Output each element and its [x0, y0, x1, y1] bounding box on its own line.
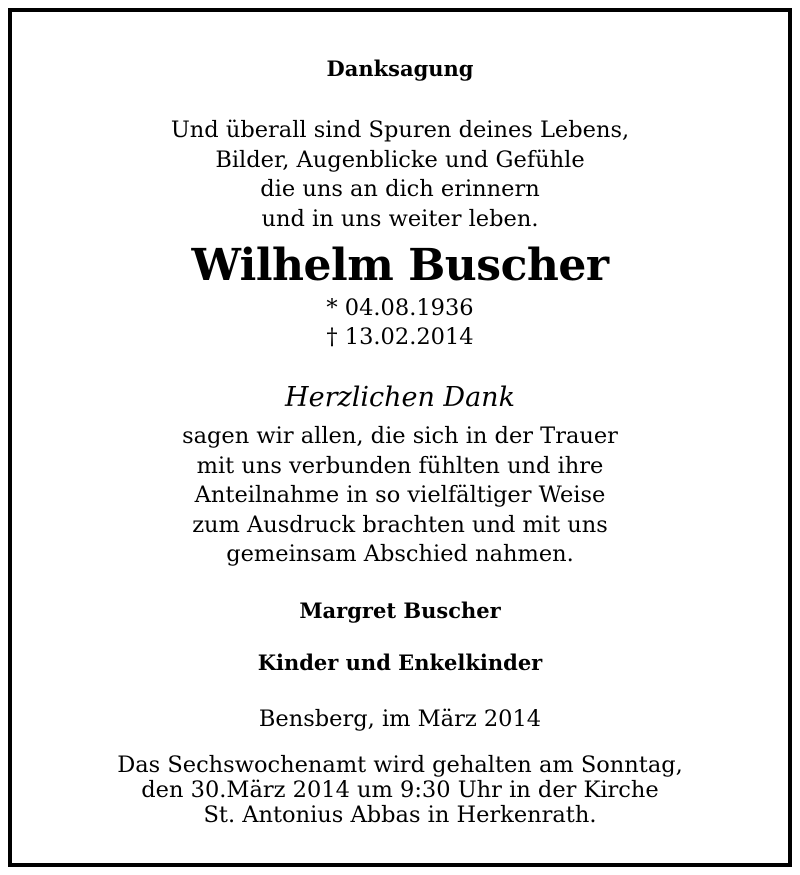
- life-dates: [12, 294, 788, 352]
- thanks-line: mit uns verbunden fühlten und ihre: [196, 452, 604, 479]
- poem-line: und in uns weiter leben.: [261, 205, 539, 232]
- service-line: Das Sechswochenamt wird gehalten am Sonntag,: [117, 752, 683, 778]
- service-notice: [12, 753, 788, 828]
- birth-date: * 04.08.1936: [326, 295, 474, 321]
- deceased-name: Wilhelm Buscher: [191, 240, 609, 291]
- notice-heading: Danksagung: [326, 56, 474, 81]
- thanks-line: gemeinsam Abschied nahmen.: [226, 541, 574, 567]
- poem: [12, 116, 788, 234]
- thanks-title: Herzlichen Dank: [285, 382, 515, 413]
- service-line: den 30.März 2014 um 9:30 Uhr in der Kirche: [141, 777, 659, 803]
- thanks-line: sagen wir allen, die sich in der Trauer: [182, 423, 618, 449]
- notice-frame: [8, 8, 792, 867]
- signer-family: Kinder und Enkelkinder: [257, 650, 543, 675]
- thanks-line: zum Ausdruck brachten und mit uns: [192, 511, 608, 538]
- death-date: † 13.02.2014: [326, 324, 474, 350]
- thanks-line: Anteilnahme in so vielfältiger Weise: [194, 482, 606, 508]
- place-date: Bensberg, im März 2014: [258, 706, 542, 732]
- service-line: St. Antonius Abbas in Herkenrath.: [203, 802, 597, 828]
- poem-line: Und überall sind Spuren deines Lebens,: [170, 117, 630, 143]
- signer-primary: Margret Buscher: [299, 598, 501, 623]
- poem-line: Bilder, Augenblicke und Gefühle: [215, 146, 585, 173]
- poem-line: die uns an dich erinnern: [260, 176, 540, 202]
- thanks-text: [12, 422, 788, 570]
